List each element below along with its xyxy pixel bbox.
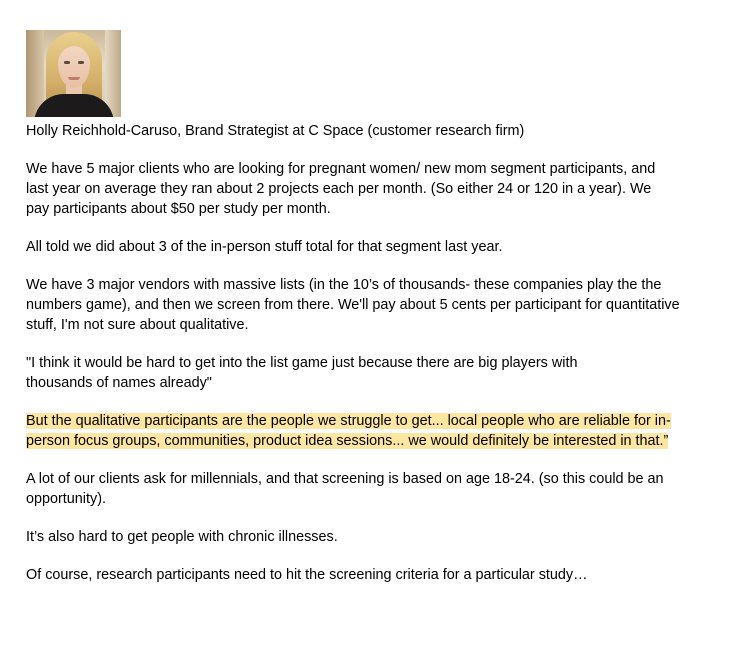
paragraph-quote-list-game: "I think it would be hard to get into the list game just because there are big players with thousands of names already" bbox=[26, 355, 578, 391]
document-page bbox=[26, 30, 716, 585]
paragraph-millennials: A lot of our clients ask for millennials, and that screening is based on age 18-24. (so this could be an opportunity). bbox=[26, 471, 664, 507]
highlighted-text: But the qualitative participants are the people we struggle to get... local people who are reliable for in-person focus groups, communities, product idea sessions... we would definitely be interested in that.” bbox=[26, 413, 671, 449]
author-caption: Holly Reichhold-Caruso, Brand Strategist at C Space (customer research firm) bbox=[26, 123, 525, 139]
paragraph-clients: We have 5 major clients who are looking for pregnant women/ new mom segment participants, and last year on average they ran about 2 projects each per month. (So either 24 or 120 in a year). We pay participants about $50 per study per month. bbox=[26, 161, 656, 217]
paragraph-highlighted-quote bbox=[26, 411, 686, 451]
person-portrait-icon bbox=[26, 30, 121, 117]
paragraph-vendors: We have 3 major vendors with massive lists (in the 10’s of thousands- these companies play the the numbers game), and then we screen from there. We'll pay about 5 cents per participant for quantitative stuff, I'm not sure about qualitative. bbox=[26, 277, 680, 333]
paragraph-chronic-illness: It’s also hard to get people with chronic illnesses. bbox=[26, 529, 338, 545]
paragraph-screening-criteria: Of course, research participants need to hit the screening criteria for a particular study… bbox=[26, 567, 588, 583]
paragraph-in-person: All told we did about 3 of the in-person stuff total for that segment last year. bbox=[26, 239, 503, 255]
